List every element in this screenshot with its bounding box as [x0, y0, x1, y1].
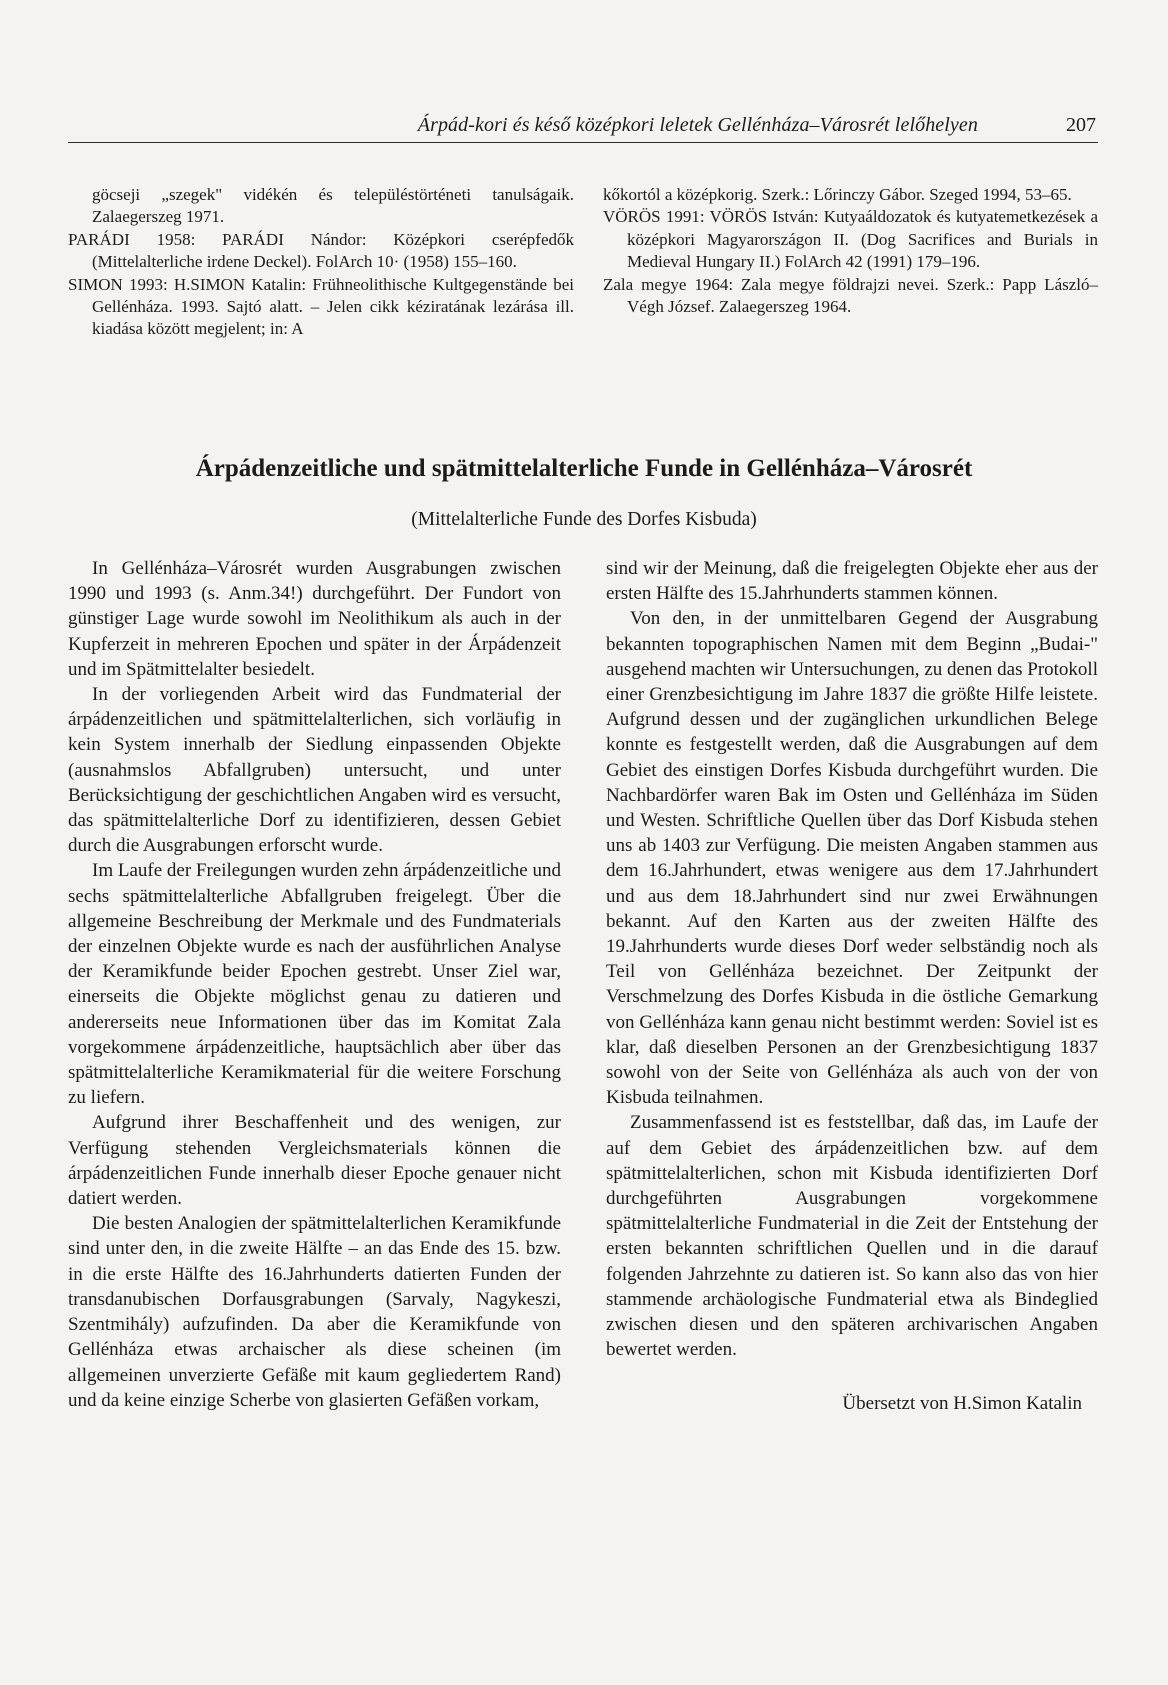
summary-paragraph: In der vorliegenden Arbeit wird das Fundmaterial der árpádenzeitlichen und spätmittelalterlichen, sich vorläufig in kein System innerhalb der Siedlung einpassenden Objekte (ausnahmslos Abfallgruben) untersucht, und unter Berücksichtigung der geschichtlichen Angaben wird es versucht, das spätmittelalterliche Dorf zu identifizieren, dessen Gebiet durch die Ausgrabungen erforscht wurde.	[68, 684, 561, 857]
reference-continuation: göcseji „szegek" vidékén és településtörténeti tanulságaik. Zalaegerszeg 1971.	[92, 185, 574, 227]
reference-continuation-right: kőkortól a középkorig. Szerk.: Lőrinczy Gábor. Szeged 1994, 53–65.	[603, 185, 1072, 204]
summary-paragraph: Von den, in der unmittelbaren Gegend der Ausgrabung bekannten topographischen Namen mit dem Beginn „Budai-" ausgehend machten wir Untersuchungen, zu denen das Protokoll einer Grenzbesichtigung im Jahre 1837 die größte Hilfe leistete. Aufgrund dessen und der zugänglichen urkundlichen Belege konnte es festgestellt werden, daß die Ausgrabungen auf dem Gebiet des einstigen Dorfes Kisbuda durchgeführt wurden. Die Nachbardörfer waren Bak im Osten und Gellénháza im Süden und Westen. Schriftliche Quellen über das Dorf Kisbuda stehen uns ab 1403 zur Verfügung. Die meisten Angaben stammen aus dem 16.Jahrhundert, etwas wenigere aus dem 17.Jahrhundert und aus dem 18.Jahrhundert sind nur zwei Erwähnungen bekannt. Auf den Karten aus der zweiten Hälfte des 19.Jahrhunderts wurde dieses Dorf weder selbständig noch als Teil von Gellénháza bezeichnet. Der Zeitpunkt der Verschmelzung des Dorfes Kisbuda in die östliche Gemarkung von Gellénháza kann genau nicht bestimmt werden: Soviel ist es klar, daß dieselben Personen an der Grenzbesichtigung 1837 sowohl von der Seite von Gellénháza als auch von der von Kisbuda teilnahmen.	[606, 608, 1098, 1109]
reference-simon-1993: SIMON 1993: H.SIMON Katalin: Frühneolithische Kultgegenstände bei Gellénháza. 1993. Sajtó alatt. – Jelen cikk kéziratának lezárása ill. kiadása között megjelent; in: A	[68, 274, 574, 339]
reference-paradi-1958: PARÁDI 1958: PARÁDI Nándor: Középkori cserépfedők (Mittelalterliche irdene Deckel). FolArch 10· (1958) 155–160.	[68, 229, 574, 272]
page-number: 207	[1066, 114, 1096, 136]
reference-voros-1991: VÖRÖS 1991: VÖRÖS István: Kutyaáldozatok és kutyatemetkezések a középkori Magyarországon II. (Dog Sacrifices and Burials in Medieval Hungary II.) FolArch 42 (1991) 179–196.	[603, 207, 1098, 272]
summary-paragraph: Aufgrund ihrer Beschaffenheit und des wenigen, zur Verfügung stehenden Vergleichsmaterials können die árpádenzeitlichen Funde innerhalb dieser Epoche genauer nicht datiert werden.	[68, 1112, 561, 1210]
translator-note: Übersetzt von H.Simon Katalin	[842, 1392, 1082, 1414]
summary-left-column	[68, 556, 561, 1413]
summary-right-column	[606, 556, 1098, 1416]
article-subtitle: (Mittelalterliche Funde des Dorfes Kisbuda)	[411, 509, 757, 530]
article-title: Árpádenzeitliche und spätmittelalterliche Funde in Gellénháza–Városrét	[195, 455, 973, 482]
summary-paragraph: Im Laufe der Freilegungen wurden zehn árpádenzeitliche und sechs spätmittelalterliche Abfallgruben freigelegt. Über die allgemeine Beschreibung der Merkmale und des Fundmaterials der einzelnen Objekte wurde es nach der ausführlichen Analyse der Keramikfunde beider Epochen gestrebt. Unser Ziel war, einerseits die Objekte möglichst genau zu datieren und andererseits neue Informationen über das im Komitat Zala vorgekommene árpádenzeitliche, hauptsächlich aber über das spätmittelalterliche Keramikmaterial für die weitere Forschung zu liefern.	[68, 860, 561, 1109]
summary-paragraph: Zusammenfassend ist es feststellbar, daß das, im Laufe der auf dem Gebiet des árpádenzeitlichen bzw. auf dem spätmittelalterlichen, schon mit Kisbuda identifizierten Dorf durchgeführten Ausgrabungen vorgekommene spätmittelalterliche Fundmaterial in die Zeit der Entstehung der ersten bekannten schriftlichen Quellen und in die darauf folgenden Jahrzehnte zu datieren ist. So kann also das von hier stammende archäologische Fundmaterial etwa als Bindeglied zwischen diesen und den späteren archivarischen Angaben bewertet werden.	[606, 1112, 1098, 1361]
summary-paragraph: Die besten Analogien der spätmittelalterlichen Keramikfunde sind unter den, in die zweite Hälfte – an das Ende des 15. bzw. in die erste Hälfte des 16.Jahrhunderts datierten Funden der transdanubischen Dorfausgrabungen (Sarvaly, Nagykeszi, Szentmihály) aufzufinden. Da aber die Keramikfunde von Gellénháza etwas archaischer als diese scheinen (im allgemeinen unverzierte Gefäße mit kaum gegliedertem Rand) und da keine einzige Scherbe von glasierten Gefäßen vorkam,	[68, 1213, 561, 1411]
reference-zala-megye-1964: Zala megye 1964: Zala megye földrajzi nevei. Szerk.: Papp László–Végh József. Zalaegerszeg 1964.	[603, 274, 1098, 317]
references-left-column	[68, 184, 574, 341]
running-title: Árpád-kori és késő középkori leletek Gellénháza–Városrét lelőhelyen	[417, 114, 978, 136]
summary-paragraph: In Gellénháza–Városrét wurden Ausgrabungen zwischen 1990 und 1993 (s. Anm.34!) durchgeführt. Der Fundort von günstiger Lage wurde sowohl im Neolithikum als auch in der Kupferzeit in mehreren Epochen und später in der Árpádenzeit und im Spätmittelalter besiedelt.	[68, 558, 561, 680]
references-right-column	[603, 184, 1098, 318]
summary-paragraph: sind wir der Meinung, daß die freigelegten Objekte eher aus der ersten Hälfte des 15.Jahrhunderts stammen können.	[606, 558, 1098, 605]
running-header	[68, 112, 1098, 143]
